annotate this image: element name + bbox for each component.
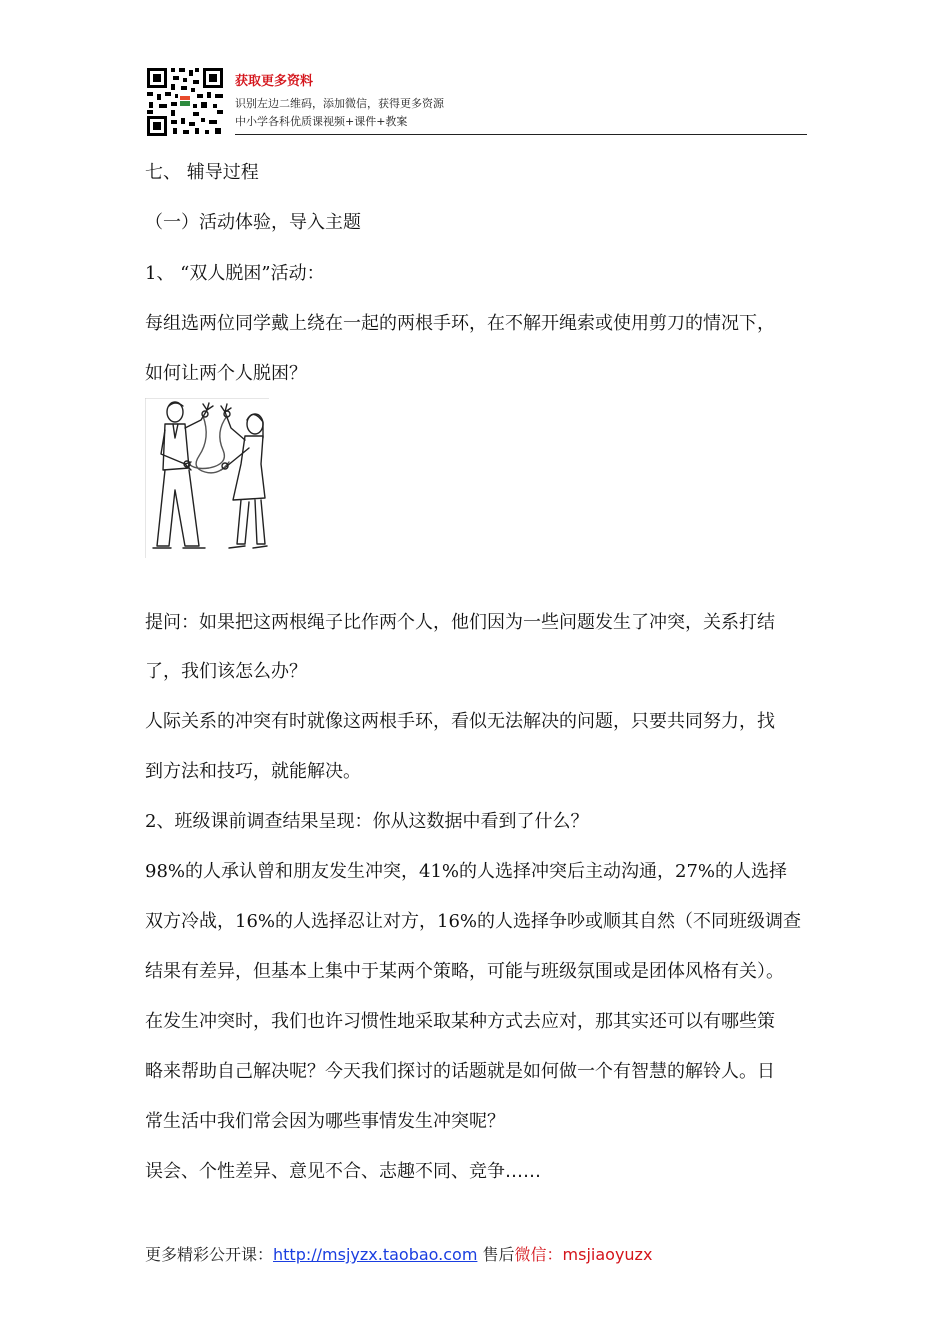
footer-wechat-id: msjiaoyuzx [562, 1245, 653, 1264]
stat-value: 41% [419, 861, 460, 882]
stats-line [145, 860, 787, 884]
subheading: （一）活动体验，导入主题 [145, 212, 361, 233]
paragraph-line: 到方法和技巧，就能解决。 [145, 761, 361, 782]
paragraph-line: 结果有差异，但基本上集中于某两个策略，可能与班级氛围或是团体风格有关）。 [145, 961, 784, 982]
stats-line [145, 910, 801, 934]
header-tagline: 中小学各科优质课视频+课件+教案 [235, 115, 408, 128]
two-people-tied-illustration-icon [145, 398, 269, 558]
item2-title: 2、班级课前调查结果呈现：你从这数据中看到了什么？ [145, 811, 589, 832]
stat-value: 16% [235, 911, 276, 932]
header-subtitle: 识别左边二维码，添加微信，获得更多资源 [235, 97, 444, 110]
header-title: 获取更多资料 [235, 74, 314, 89]
paragraph-line: 常生活中我们常会因为哪些事情发生冲突呢？ [145, 1111, 505, 1132]
stat-text: 的人承认曾和朋友发生冲突， [185, 861, 420, 882]
footer-shop-link[interactable]: http://msjyzx.taobao.com [273, 1245, 478, 1264]
stat-text: 的人选择冲突后主动沟通， [459, 861, 676, 882]
stat-value: 16% [437, 911, 478, 932]
item1-title: 1、 “双人脱困”活动： [145, 263, 325, 284]
paragraph-line: 误会、个性差异、意见不合、志趣不同、竞争…… [145, 1161, 541, 1182]
stat-text: 的人选择忍让对方， [275, 911, 438, 932]
stat-text: 双方冷战， [145, 911, 235, 932]
footer-prefix: 更多精彩公开课： [145, 1245, 274, 1264]
qr-code-icon[interactable] [145, 66, 225, 138]
paragraph-line: 每组选两位同学戴上绕在一起的两根手环，在不解开绳索或使用剪刀的情况下， [145, 313, 775, 334]
footer-wechat-label: 微信： [514, 1245, 563, 1264]
stat-value: 98% [145, 861, 186, 882]
paragraph-line: 如何让两个人脱困？ [145, 363, 307, 384]
paragraph-line: 在发生冲突时，我们也许习惯性地采取某种方式去应对，那其实还可以有哪些策 [145, 1011, 775, 1032]
section-heading: 七、 辅导过程 [145, 162, 259, 183]
footer-after-sales: 售后 [477, 1245, 515, 1264]
page-header [145, 62, 807, 138]
stat-text: 的人选择争吵或顺其自然（不同班级调查 [477, 911, 802, 932]
paragraph-line: 提问：如果把这两根绳子比作两个人，他们因为一些问题发生了冲突，关系打结 [145, 612, 775, 633]
paragraph-line: 了，我们该怎么办？ [145, 661, 307, 682]
paragraph-line: 人际关系的冲突有时就像这两根手环，看似无法解决的问题，只要共同努力，找 [145, 711, 775, 732]
stat-text: 的人选择 [715, 861, 788, 882]
page-footer [145, 1242, 652, 1265]
header-divider [235, 134, 807, 135]
paragraph-line: 略来帮助自己解决呢？今天我们探讨的话题就是如何做一个有智慧的解铃人。日 [145, 1061, 775, 1082]
stat-value: 27% [675, 861, 716, 882]
